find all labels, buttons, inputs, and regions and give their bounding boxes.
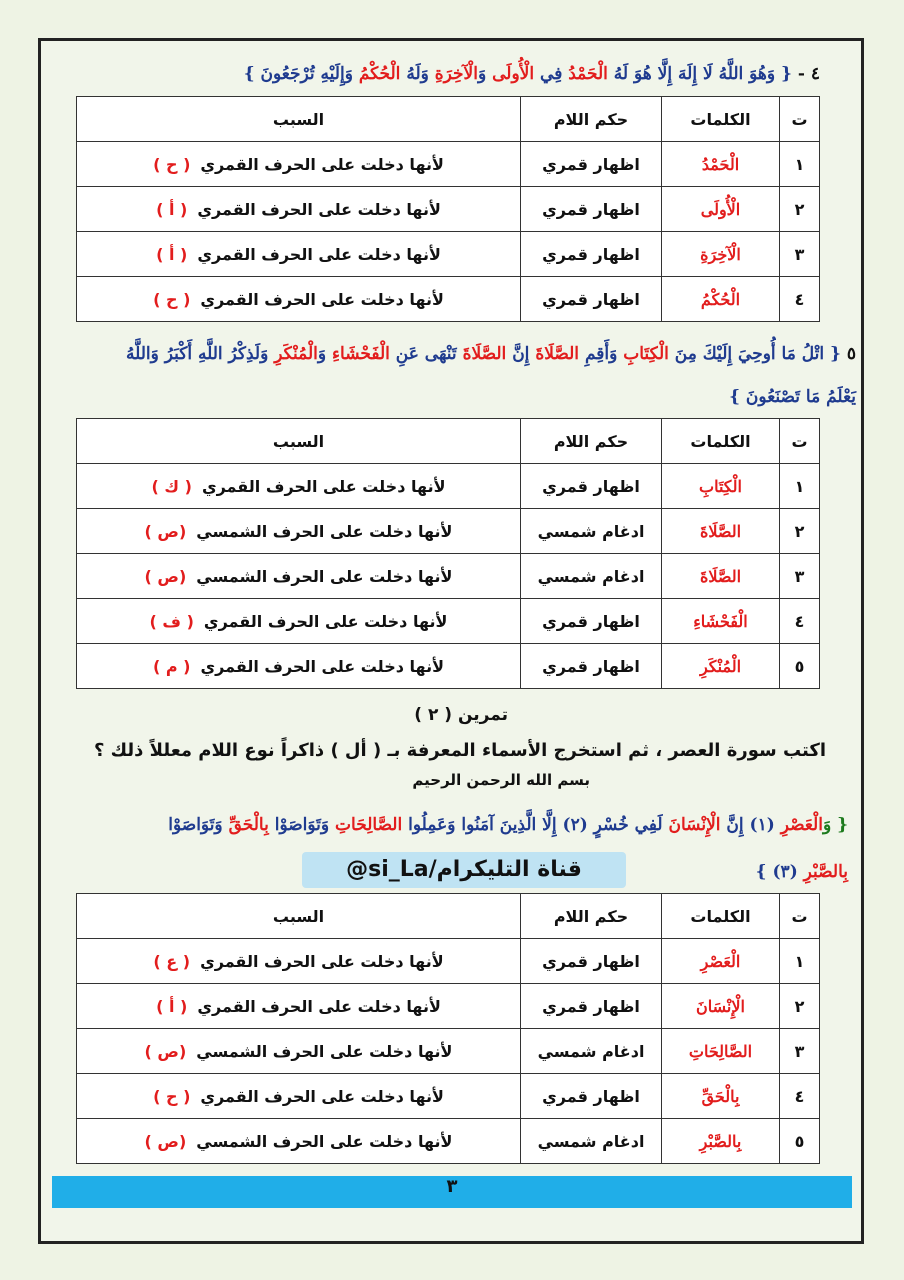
word-cell: الصَّالِحَاتِ	[662, 1029, 780, 1074]
verse-segment: { وَ	[822, 815, 848, 835]
reason-cell	[77, 1074, 521, 1119]
table-header-row	[77, 894, 820, 939]
reason-letter: (ص )	[144, 521, 187, 541]
reason-text: لأنها دخلت على الحرف القمري	[200, 656, 445, 676]
header-words: الكلمات	[662, 97, 780, 142]
verse-segment: الصَّلَاةَ	[462, 344, 507, 364]
table-row	[77, 232, 820, 277]
header-reason: السبب	[77, 894, 521, 939]
page-number: ٣	[446, 1176, 458, 1197]
reason-cell	[77, 464, 521, 509]
rule-cell: اظهار قمري	[521, 984, 662, 1029]
verse-text	[244, 64, 792, 84]
verse-number: ٤ -	[797, 64, 820, 84]
header-words: الكلمات	[662, 419, 780, 464]
row-number: ١	[780, 464, 820, 509]
rule-cell: اظهار قمري	[521, 644, 662, 689]
row-number: ٣	[780, 232, 820, 277]
reason-letter: ( م )	[152, 656, 191, 676]
word-cell: الْفَحْشَاءِ	[662, 599, 780, 644]
word-cell: الْإِنْسَانَ	[662, 984, 780, 1029]
rule-cell: اظهار قمري	[521, 277, 662, 322]
verse-segment: تَنْهَى عَنِ	[389, 344, 463, 364]
reason-cell	[77, 1029, 521, 1074]
channel-badge: @si_La/قناة التليكرام	[302, 852, 626, 888]
row-number: ٢	[780, 509, 820, 554]
verse-segment: وَأَقِمِ	[579, 344, 624, 364]
verse-segment: وَلَذِكْرُ اللَّهِ أَكْبَرُ وَاللَّهُ	[125, 344, 275, 364]
rule-cell: ادغام شمسي	[521, 509, 662, 554]
reason-letter: ( ك )	[151, 476, 192, 496]
table-row	[77, 644, 820, 689]
verse-segment: { وَهُوَ اللَّهُ لَا إِلَهَ إِلَّا هُوَ لَهُ	[607, 64, 792, 84]
row-number: ٥	[780, 644, 820, 689]
reason-letter: ( أ )	[156, 996, 188, 1016]
reason-text: لأنها دخلت على الحرف الشمسي	[196, 566, 453, 586]
verse-segment: بِالْحَقِّ	[228, 815, 269, 835]
reason-cell	[77, 142, 521, 187]
table-row	[77, 1074, 820, 1119]
table-header-row	[77, 419, 820, 464]
header-reason: السبب	[77, 97, 521, 142]
word-cell: الْأُولَى	[662, 187, 780, 232]
rule-cell: اظهار قمري	[521, 1074, 662, 1119]
page-footer	[52, 1176, 852, 1208]
verse-segment: لَفِي خُسْرٍ (٢) إِلَّا الَّذِينَ آمَنُوا وَعَمِلُوا	[402, 815, 669, 835]
row-number: ١	[780, 939, 820, 984]
header-number: ت	[780, 419, 820, 464]
word-cell: الصَّلَاةَ	[662, 509, 780, 554]
reason-cell	[77, 984, 521, 1029]
header-rule: حكم اللام	[521, 894, 662, 939]
reason-letter: ( أ )	[156, 199, 188, 219]
verse-segment: وَتَوَاصَوْا	[268, 815, 336, 835]
verse-4	[244, 57, 820, 91]
verse-segment: الْإِنْسَانَ	[668, 815, 721, 835]
verse-segment: الْمُنْكَرِ	[274, 344, 318, 364]
word-cell: الْحَمْدُ	[662, 142, 780, 187]
reason-text: لأنها دخلت على الحرف الشمسي	[196, 1131, 453, 1151]
verse-segment: وَ	[317, 344, 333, 364]
basmala: بسم الله الرحمن الرحيم	[412, 771, 590, 789]
reason-letter: (ص )	[144, 1041, 187, 1061]
table-row	[77, 1029, 820, 1074]
surah-al-asr	[168, 808, 848, 842]
surah-al-asr-line-2: بِالصَّبْرِ (٣) }	[755, 862, 848, 882]
verse-segment: وَإِلَيْهِ تُرْجَعُونَ }	[243, 64, 359, 84]
row-number: ٢	[780, 984, 820, 1029]
verse-segment: الْفَحْشَاءِ	[332, 344, 390, 364]
row-number: ٣	[780, 554, 820, 599]
verse-segment: فِي	[534, 64, 569, 84]
reason-cell	[77, 187, 521, 232]
verse-segment: وَلَهُ	[400, 64, 435, 84]
header-rule: حكم اللام	[521, 419, 662, 464]
exercise-question: اكتب سورة العصر ، ثم استخرج الأسماء المعرفة بـ ( أل ) ذاكراً نوع اللام معللاً ذلك ؟	[93, 740, 826, 761]
reason-text: لأنها دخلت على الحرف القمري	[200, 289, 444, 309]
reason-cell	[77, 599, 521, 644]
table-1-body	[77, 142, 820, 322]
verse-segment: الْحُكْمُ	[358, 64, 401, 84]
verse-segment: وَ	[477, 64, 493, 84]
rule-cell: اظهار قمري	[521, 232, 662, 277]
verse-segment: الصَّلَاةَ	[535, 344, 580, 364]
row-number: ٢	[780, 187, 820, 232]
table-1	[76, 96, 820, 322]
reason-text: لأنها دخلت على الحرف القمري	[200, 154, 444, 174]
reason-letter: ( ف )	[149, 611, 194, 631]
row-number: ٤	[780, 277, 820, 322]
table-3	[76, 893, 820, 1164]
reason-letter: (ص )	[144, 1131, 187, 1151]
row-number: ٣	[780, 1029, 820, 1074]
reason-letter: (ص )	[144, 566, 187, 586]
reason-cell	[77, 939, 521, 984]
rule-cell: اظهار قمري	[521, 939, 662, 984]
header-number: ت	[780, 97, 820, 142]
header-number: ت	[780, 894, 820, 939]
table-row	[77, 1119, 820, 1164]
exercise-title: تمرين ( ٢ )	[414, 705, 508, 725]
word-cell: بِالْحَقِّ	[662, 1074, 780, 1119]
table-3-body	[77, 939, 820, 1164]
word-cell: الْكِتَابِ	[662, 464, 780, 509]
verse-segment: الْعَصْرِ	[780, 815, 823, 835]
reason-cell	[77, 554, 521, 599]
verse-segment: (١) إِنَّ	[720, 815, 781, 835]
table-2	[76, 418, 820, 689]
table-row	[77, 142, 820, 187]
reason-cell	[77, 509, 521, 554]
rule-cell: اظهار قمري	[521, 599, 662, 644]
header-reason: السبب	[77, 419, 521, 464]
reason-text: لأنها دخلت على الحرف القمري	[201, 476, 446, 496]
row-number: ٤	[780, 1074, 820, 1119]
row-number: ٤	[780, 599, 820, 644]
header-words: الكلمات	[662, 894, 780, 939]
verse-segment: الْكِتَابِ	[623, 344, 669, 364]
rule-cell: ادغام شمسي	[521, 554, 662, 599]
reason-cell	[77, 644, 521, 689]
table-row	[77, 277, 820, 322]
reason-text: لأنها دخلت على الحرف القمري	[200, 1086, 444, 1106]
table-row	[77, 554, 820, 599]
table-row	[77, 984, 820, 1029]
word-cell: الصَّلَاةَ	[662, 554, 780, 599]
reason-letter: ( أ )	[156, 244, 188, 264]
reason-text: لأنها دخلت على الحرف الشمسي	[196, 1041, 453, 1061]
reason-text: لأنها دخلت على الحرف القمري	[197, 244, 441, 264]
table-row	[77, 187, 820, 232]
reason-cell	[77, 1119, 521, 1164]
reason-text: لأنها دخلت على الحرف القمري	[197, 996, 441, 1016]
verse-segment: الْحَمْدُ	[568, 64, 608, 84]
table-row	[77, 939, 820, 984]
reason-letter: ( ح )	[153, 154, 191, 174]
verse-text	[126, 344, 841, 364]
reason-text: لأنها دخلت على الحرف الشمسي	[196, 521, 453, 541]
word-cell: الْحُكْمُ	[662, 277, 780, 322]
reason-letter: ( ح )	[153, 289, 191, 309]
verse-segment: إِنَّ	[506, 344, 536, 364]
word-cell: بِالصَّبْرِ	[662, 1119, 780, 1164]
verse-segment: الصَّالِحَاتِ	[335, 815, 403, 835]
rule-cell: اظهار قمري	[521, 142, 662, 187]
reason-text: لأنها دخلت على الحرف القمري	[197, 199, 441, 219]
word-cell: الْآخِرَةِ	[662, 232, 780, 277]
verse-segment: وَتَوَاصَوْا	[168, 815, 229, 835]
table-2-body	[77, 464, 820, 689]
reason-cell	[77, 232, 521, 277]
table-row	[77, 509, 820, 554]
reason-text: لأنها دخلت على الحرف القمري	[200, 951, 444, 971]
reason-cell	[77, 277, 521, 322]
word-cell: الْعَصْرِ	[662, 939, 780, 984]
row-number: ١	[780, 142, 820, 187]
verse-number: ٥	[846, 344, 856, 364]
rule-cell: اظهار قمري	[521, 464, 662, 509]
reason-text: لأنها دخلت على الحرف القمري	[203, 611, 448, 631]
rule-cell: ادغام شمسي	[521, 1119, 662, 1164]
verse-segment: الْأُولَى	[492, 64, 535, 84]
table-row	[77, 464, 820, 509]
verse-5-line-2: يَعْلَمُ مَا تَصْنَعُونَ }	[729, 387, 856, 407]
verse-5	[126, 337, 856, 371]
table-header-row	[77, 97, 820, 142]
rule-cell: اظهار قمري	[521, 187, 662, 232]
row-number: ٥	[780, 1119, 820, 1164]
table-row	[77, 599, 820, 644]
rule-cell: ادغام شمسي	[521, 1029, 662, 1074]
verse-segment: الْآخِرَةِ	[434, 64, 478, 84]
word-cell: الْمُنْكَرِ	[662, 644, 780, 689]
verse-segment: { اتْلُ مَا أُوحِيَ إِلَيْكَ مِنَ	[668, 344, 841, 364]
header-rule: حكم اللام	[521, 97, 662, 142]
reason-letter: ( ح )	[153, 1086, 191, 1106]
reason-letter: ( ع )	[153, 951, 191, 971]
